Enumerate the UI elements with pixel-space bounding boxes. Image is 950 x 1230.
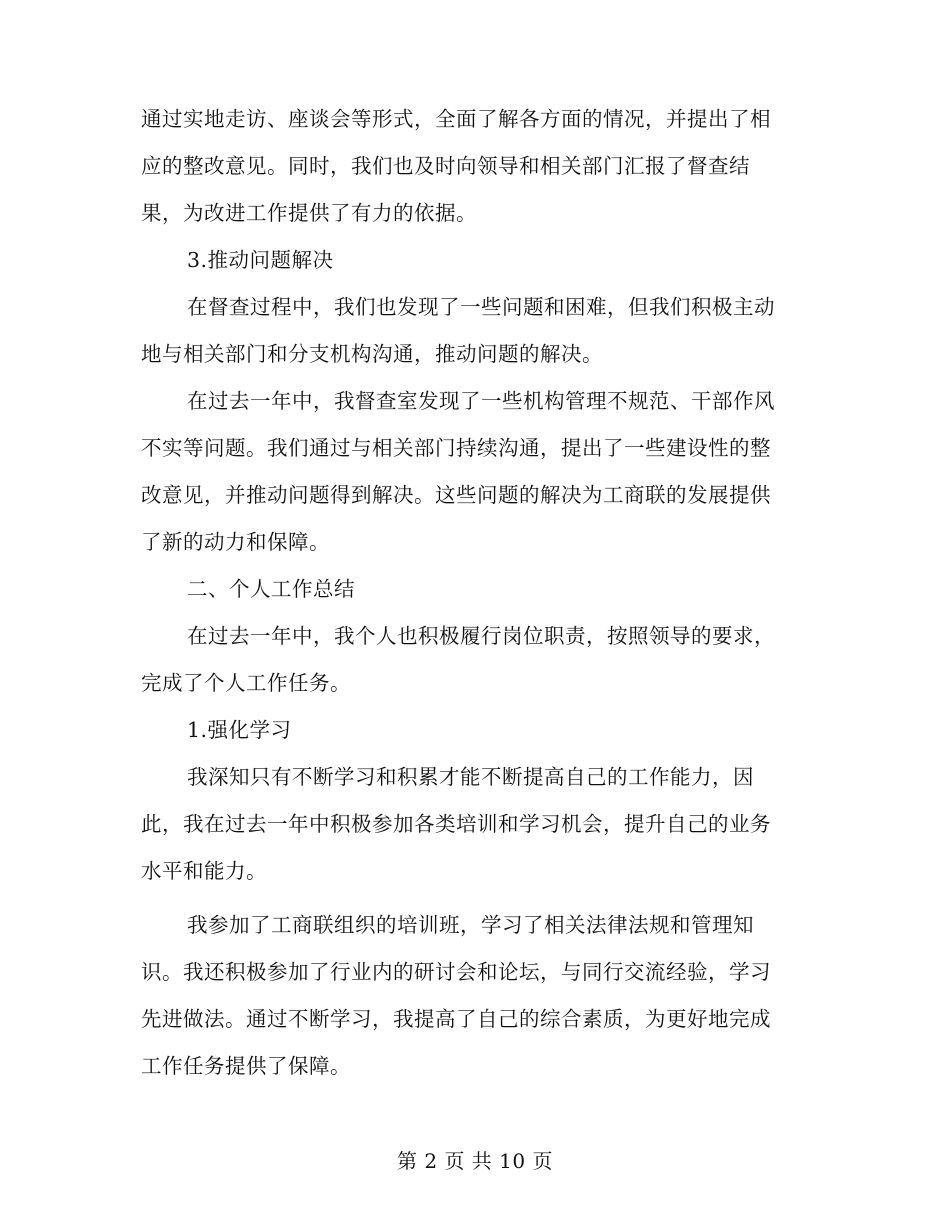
paragraph-line: 了新的动力和保障。 [141, 530, 330, 554]
paragraph-line: 改意见，并推动问题得到解决。这些问题的解决为工商联的发展提供 [141, 483, 771, 507]
paragraph-line: 应的整改意见。同时，我们也及时向领导和相关部门汇报了督查结 [141, 154, 750, 178]
paragraph-line: 水平和能力。 [141, 859, 267, 883]
paragraph-line: 地与相关部门和分支机构沟通，推动问题的解决。 [141, 342, 603, 366]
paragraph-line: 识。我还积极参加了行业内的研讨会和论坛，与同行交流经验，学习 [141, 960, 771, 984]
paragraph-line: 在过去一年中，我督查室发现了一些机构管理不规范、干部作风 [187, 389, 775, 413]
section-heading: 二、个人工作总结 [187, 577, 355, 601]
paragraph-line: 在督查过程中，我们也发现了一些问题和困难，但我们积极主动 [187, 295, 775, 319]
page-footer [0, 1146, 950, 1176]
paragraph-line: 不实等问题。我们通过与相关部门持续沟通，提出了一些建设性的整 [141, 436, 771, 460]
paragraph-line: 工作任务提供了保障。 [141, 1054, 351, 1078]
paragraph-line: 此，我在过去一年中积极参加各类培训和学习机会，提升自己的业务 [141, 812, 771, 836]
section-heading: 3.推动问题解决 [187, 248, 334, 272]
section-heading: 1.强化学习 [187, 718, 292, 742]
paragraph-line: 完成了个人工作任务。 [141, 671, 351, 695]
paragraph-line: 我参加了工商联组织的培训班，学习了相关法律法规和管理知 [187, 913, 754, 937]
paragraph-line: 我深知只有不断学习和积累才能不断提高自己的工作能力，因 [187, 765, 754, 789]
paragraph-line: 通过实地走访、座谈会等形式，全面了解各方面的情况，并提出了相 [141, 107, 771, 131]
paragraph-line: 果，为改进工作提供了有力的依据。 [141, 201, 477, 225]
page-number-label: 第 2 页 共 10 页 [397, 1149, 553, 1173]
paragraph-line: 在过去一年中，我个人也积极履行岗位职责，按照领导的要求， [187, 624, 775, 648]
paragraph-line: 先进做法。通过不断学习，我提高了自己的综合素质，为更好地完成 [141, 1007, 771, 1031]
